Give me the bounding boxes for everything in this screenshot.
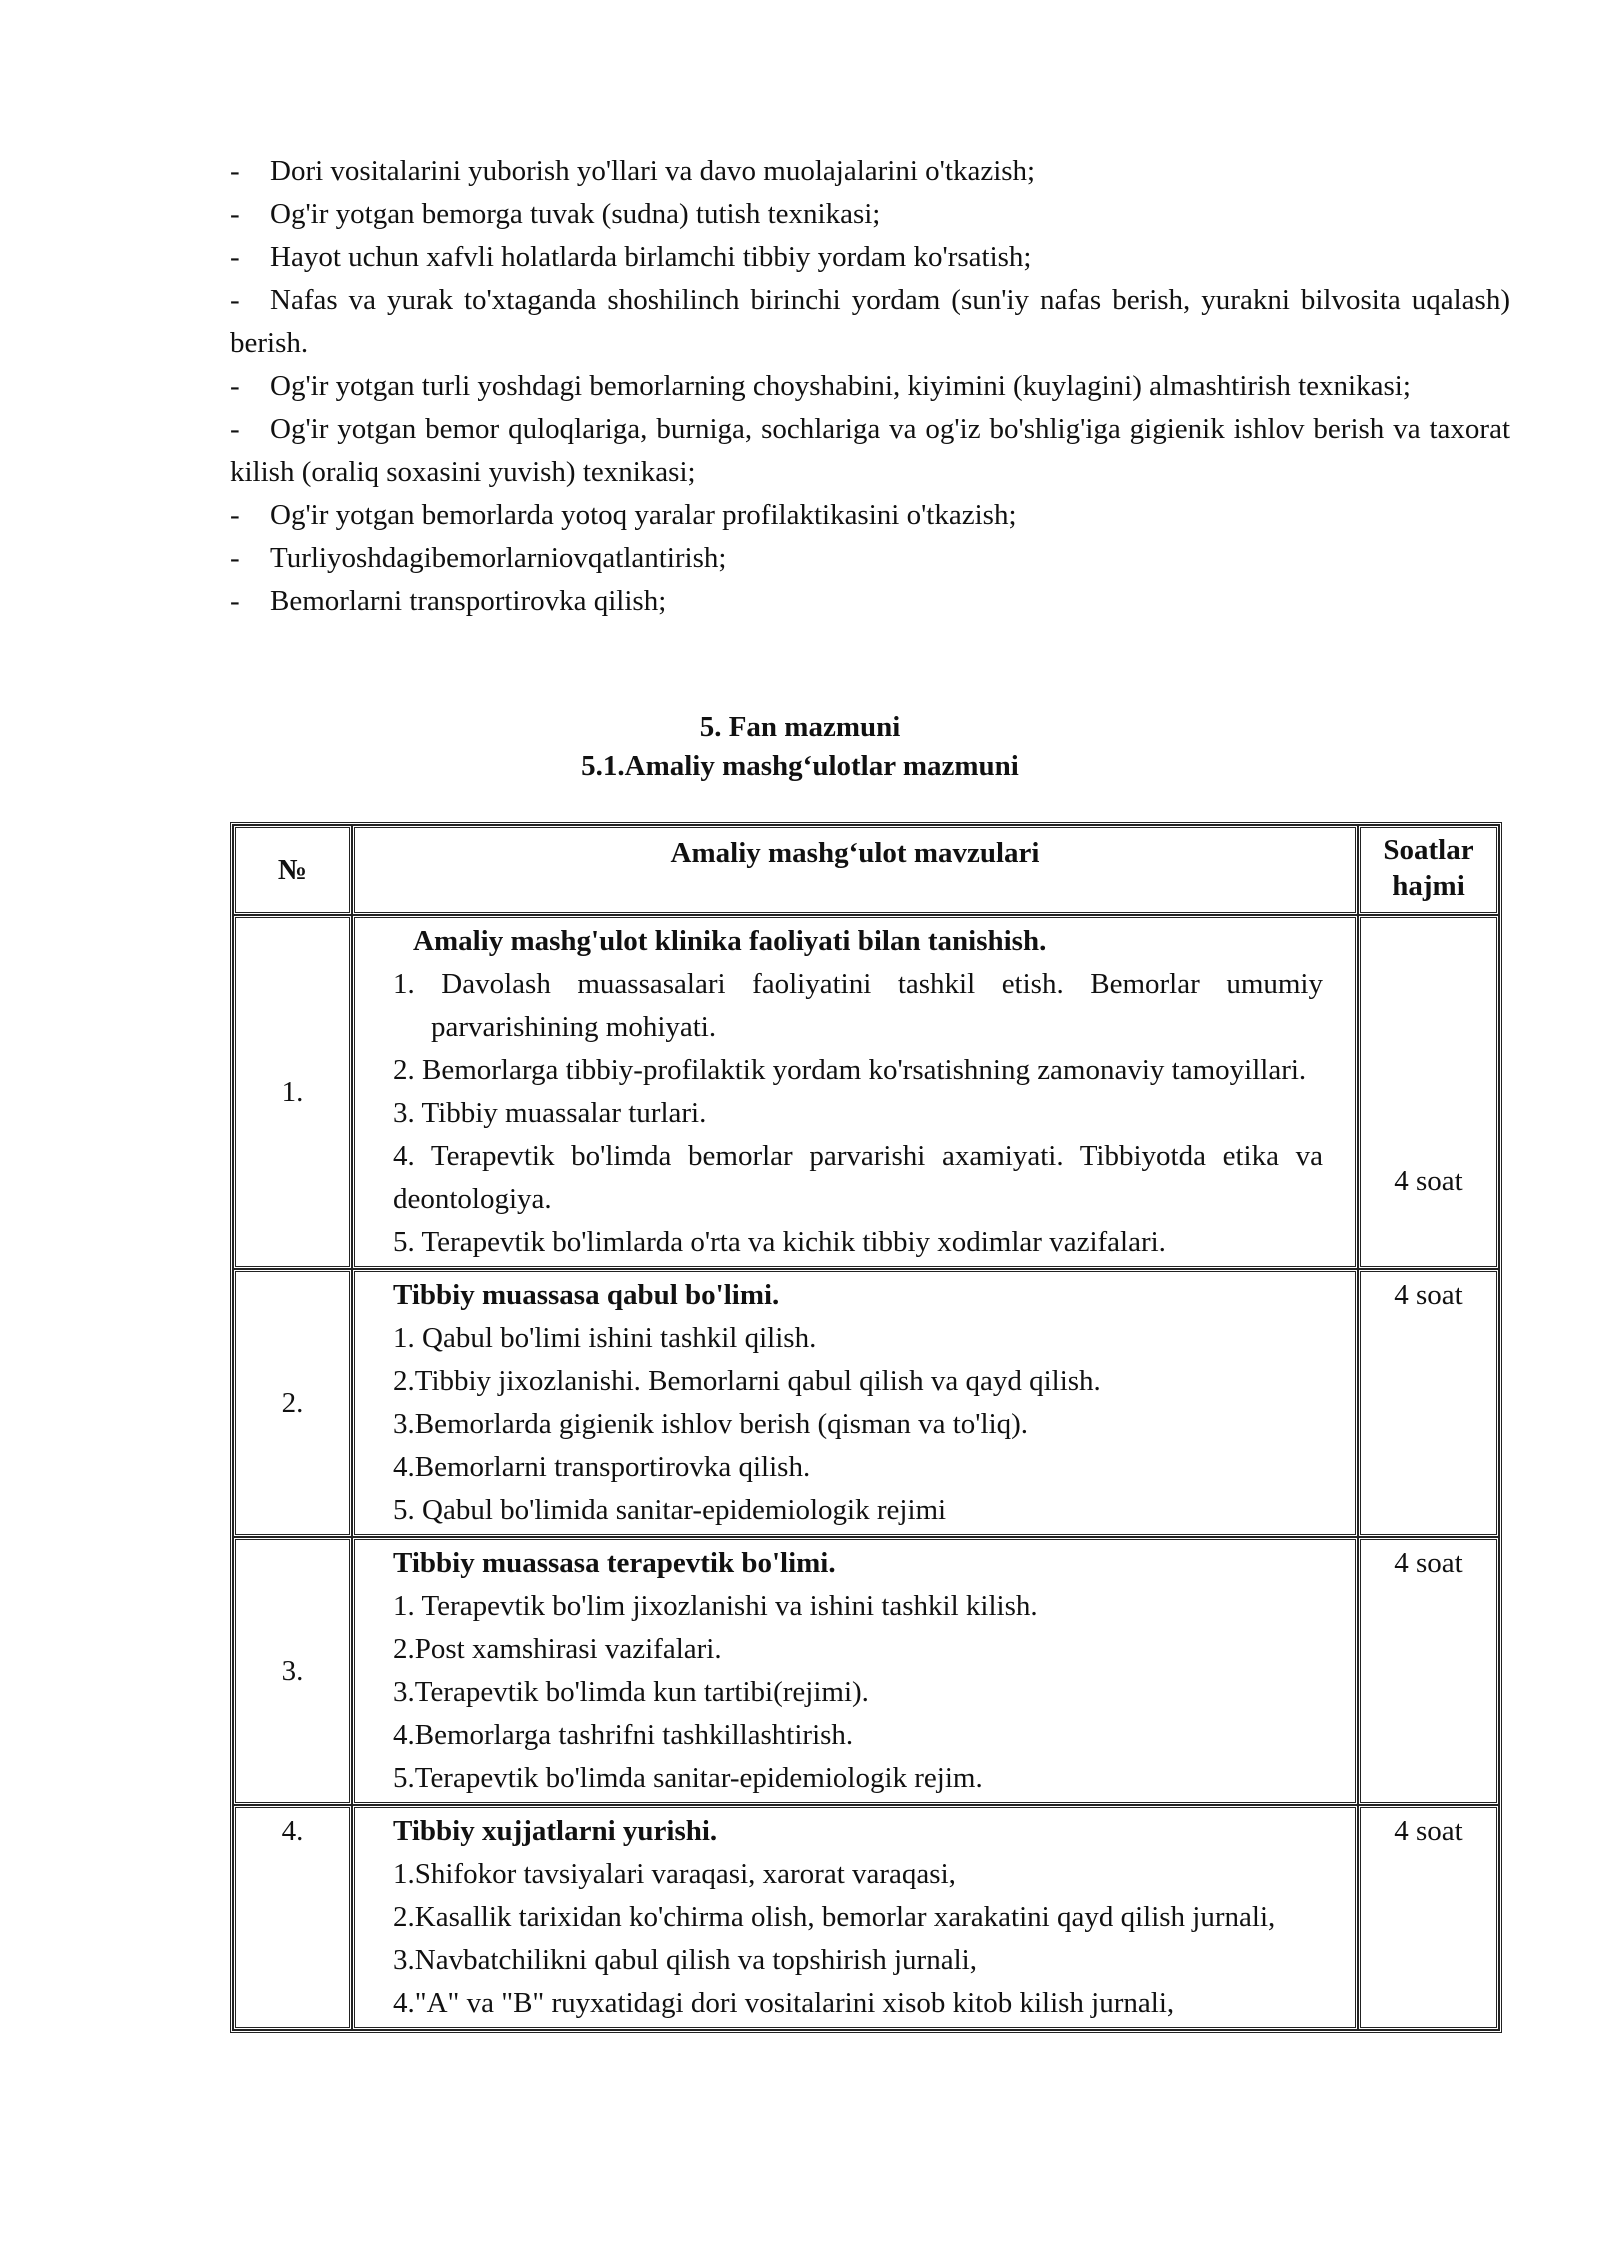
bullet-dash: -: [230, 241, 240, 273]
header-hours: [1358, 825, 1499, 915]
section-heading: 5. Fan mazmuni: [699, 711, 901, 743]
row-number: 3.: [233, 1537, 352, 1805]
topic-item: 5.Terapevtik bo'limda sanitar-epidemiologik rejim.: [393, 1762, 983, 1794]
bullet-dash: -: [230, 370, 240, 402]
bullet-dash: -: [230, 413, 240, 445]
row-hours: 4 soat: [1358, 1269, 1499, 1537]
bullet-dash: -: [230, 585, 240, 617]
bullet-text: Og'ir yotgan turli yoshdagi bemorlarning choyshabini, kiyimini (kuylagini) almashtirish texnikasi;: [270, 370, 1411, 402]
topic-content: [355, 1808, 1355, 2027]
bullet-dash: -: [230, 284, 240, 316]
topic-item: 2.Post xamshirasi vazifalari.: [393, 1633, 722, 1665]
list-item: [230, 494, 1510, 537]
list-item: [230, 408, 1510, 494]
topic-title: Tibbiy xujjatlarni yurishi.: [393, 1815, 718, 1847]
topic-item: 4.Bemorlarni transportirovka qilish.: [393, 1451, 811, 1483]
list-item: [230, 537, 1510, 580]
topic-item: 4.Bemorlarga tashrifni tashkillashtirish.: [393, 1719, 854, 1751]
row-number: 2.: [233, 1269, 352, 1537]
bullet-text: Dori vositalarini yuborish yo'llari va davo muolajalarini o'tkazish;: [270, 155, 1036, 187]
row-hours: 4 soat: [1358, 1537, 1499, 1805]
row-topic: [352, 1269, 1358, 1537]
bullet-dash: -: [230, 198, 240, 230]
bullet-text: Hayot uchun xafvli holatlarda birlamchi tibbiy yordam ko'rsatish;: [270, 241, 1032, 273]
header-hours-line2: hajmi: [1392, 870, 1465, 902]
table-header-row: [233, 825, 1499, 915]
topic-item: 4."A" va "B" ruyxatidagi dori vositalarini xisob kitob kilish jurnali,: [393, 1987, 1175, 2019]
row-hours: 4 soat: [1358, 1805, 1499, 2030]
row-number: 1.: [233, 915, 352, 1269]
topic-item: 2. Bemorlarga tibbiy-profilaktik yordam ko'rsatishning zamonaviy tamoyillari.: [393, 1054, 1307, 1086]
topic-content: [355, 1540, 1355, 1802]
bullet-text: Turliyoshdagibemorlarniovqatlantirish;: [270, 542, 727, 574]
topic-item: 2.Tibbiy jixozlanishi. Bemorlarni qabul qilish va qayd qilish.: [393, 1365, 1101, 1397]
row-topic: [352, 1805, 1358, 2030]
topic-content: [355, 1272, 1355, 1534]
list-item: [230, 236, 1510, 279]
list-item: [230, 279, 1510, 365]
lessons-table-wrap: [230, 822, 1502, 2033]
lessons-table: [230, 822, 1502, 2033]
topic-item: 3.Navbatchilikni qabul qilish va topshirish jurnali,: [393, 1944, 977, 1976]
topic-item: 4. Terapevtik bo'limda bemorlar parvarishi axamiyati. Tibbiyotda etika va deontologiya.: [393, 1140, 1323, 1215]
topic-item: 1. Davolash muassasalari faoliyatini tashkil etish. Bemorlar umumiy parvarishining mohiyati.: [393, 968, 1323, 1043]
bullet-text: Bemorlarni transportirovka qilish;: [270, 585, 667, 617]
topic-item: 1.Shifokor tavsiyalari varaqasi, xarorat varaqasi,: [393, 1858, 956, 1890]
topic-item: 3. Tibbiy muassalar turlari.: [393, 1097, 707, 1129]
topic-title: Tibbiy muassasa terapevtik bo'limi.: [393, 1547, 836, 1579]
bullet-list: [230, 150, 1510, 623]
header-topics: Amaliy mashg‘ulot mavzulari: [352, 825, 1358, 915]
topic-item: 5. Qabul bo'limida sanitar-epidemiologik rejimi: [393, 1494, 947, 1526]
table-row: [233, 1805, 1499, 2030]
topic-title: Amaliy mashg'ulot klinika faoliyati bilan tanishish.: [413, 925, 1047, 957]
bullet-text: Og'ir yotgan bemorga tuvak (sudna) tutish texnikasi;: [270, 198, 881, 230]
row-topic: [352, 1537, 1358, 1805]
topic-item: 2.Kasallik tarixidan ko'chirma olish, bemorlar xarakatini qayd qilish jurnali,: [393, 1901, 1276, 1933]
topic-content: [355, 918, 1355, 1266]
row-number: 4.: [233, 1805, 352, 2030]
subsection-heading: 5.1.Amaliy mashg‘ulotlar mazmuni: [581, 750, 1019, 782]
header-number: №: [233, 825, 352, 915]
header-hours-line1: Soatlar: [1383, 834, 1474, 866]
bullet-dash: -: [230, 155, 240, 187]
table-row: [233, 1269, 1499, 1537]
bullet-text: Nafas va yurak to'xtaganda shoshilinch birinchi yordam (sun'iy nafas berish, yurakni bilvosita uqalash) berish.: [230, 284, 1510, 359]
table-row: [233, 915, 1499, 1269]
bullet-dash: -: [230, 499, 240, 531]
topic-title: Tibbiy muassasa qabul bo'limi.: [393, 1279, 780, 1311]
row-topic: [352, 915, 1358, 1269]
topic-item: 1. Qabul bo'limi ishini tashkil qilish.: [393, 1322, 817, 1354]
bullet-text: Og'ir yotgan bemor quloqlariga, burniga, sochlariga va og'iz bo'shlig'iga gigienik ishlov berish va taxorat kilish (oraliq soxasini yuvish) texnikasi;: [230, 413, 1510, 488]
topic-item: 5. Terapevtik bo'limlarda o'rta va kichik tibbiy xodimlar vazifalari.: [393, 1226, 1166, 1258]
list-item: [230, 193, 1510, 236]
list-item: [230, 365, 1510, 408]
topic-item: 3.Bemorlarda gigienik ishlov berish (qisman va to'liq).: [393, 1408, 1029, 1440]
list-item: [230, 580, 1510, 623]
bullet-text: Og'ir yotgan bemorlarda yotoq yaralar profilaktikasini o'tkazish;: [270, 499, 1017, 531]
row-hours: 4 soat: [1358, 915, 1499, 1269]
list-item: [230, 150, 1510, 193]
table-row: [233, 1537, 1499, 1805]
topic-item: 1. Terapevtik bo'lim jixozlanishi va ishini tashkil kilish.: [393, 1590, 1038, 1622]
topic-item: 3.Terapevtik bo'limda kun tartibi(rejimi).: [393, 1676, 869, 1708]
bullet-dash: -: [230, 542, 240, 574]
